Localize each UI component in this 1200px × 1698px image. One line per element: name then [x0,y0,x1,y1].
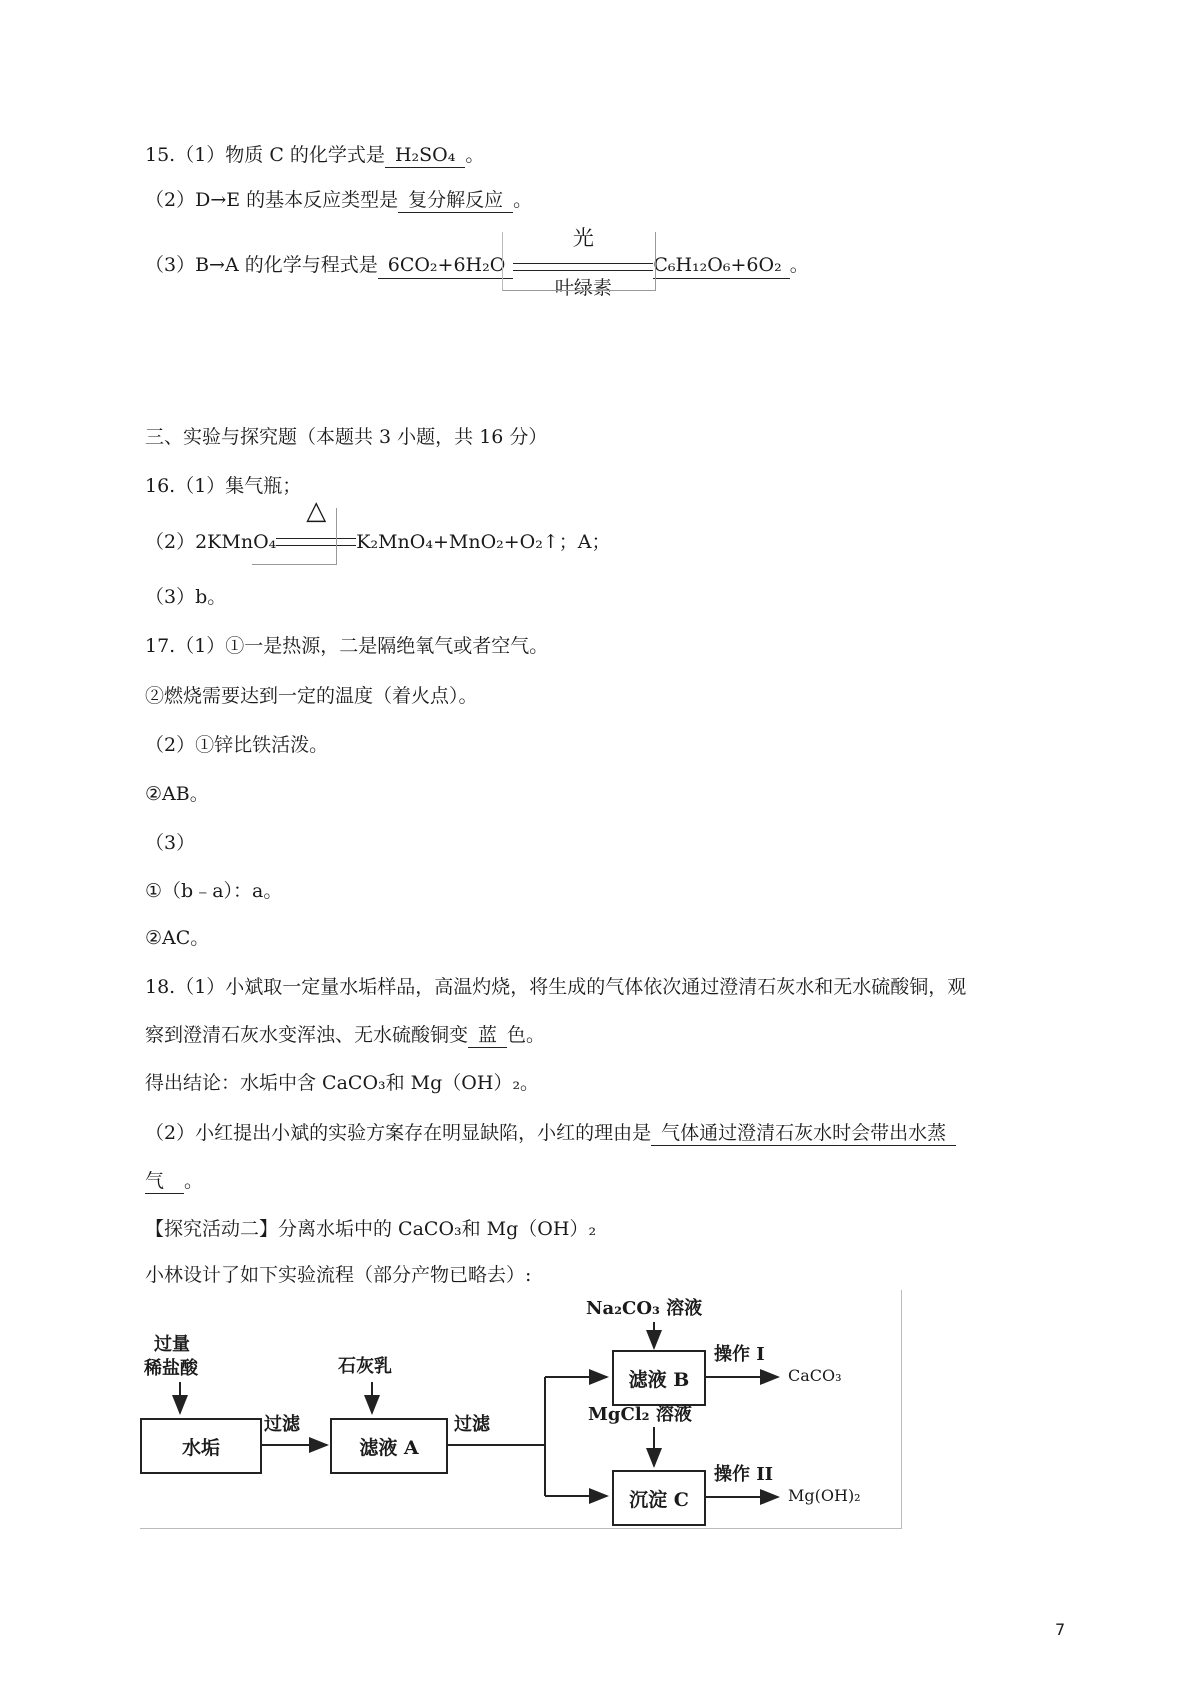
q18-line-7: 小林设计了如下实验流程（部分产物已略去）: [145,1264,532,1286]
operation-1-label: 操作 I [714,1344,765,1365]
q16-line-3: （3）b。 [145,586,227,608]
page-number: 7 [1055,1620,1066,1639]
q17-line-2: ②燃烧需要达到一定的温度（着火点）。 [145,685,478,707]
q15-l2-answer: 复分解反应 [398,188,513,213]
q18-line-3: 得出结论：水垢中含 CaCO₃和 Mg（OH）₂。 [145,1072,540,1094]
arrow2-filter-label: 过滤 [454,1414,490,1435]
q15-l3-reactants: 6CO₂+6H₂O [378,252,514,279]
q15-l3-prefix: （3）B→A 的化学与程式是 [145,254,378,276]
section-3-title: 三、实验与探究题（本题共 3 小题，共 16 分） [145,426,548,448]
q15-l3-condition-bottom: 叶绿素 [554,277,612,299]
q15-line-1 [145,142,484,168]
q17-line-7: ②AC。 [145,927,210,949]
flow-diagram [140,1290,905,1530]
q15-line-2 [145,187,532,213]
reagent-na2co3-label: Na₂CO₃ 溶液 [586,1298,703,1319]
q17-line-6: ①（b﹣a）：a。 [145,880,283,902]
q18-line-4 [145,1120,956,1146]
box-precipitate-c: 沉淀 C [612,1470,706,1526]
arrow1-filter-label: 过滤 [264,1414,300,1435]
box-limescale: 水垢 [140,1418,262,1474]
q15-l2-suffix: 。 [513,189,533,211]
q18-line-1: 18.（1）小斌取一定量水垢样品，高温灼烧，将生成的气体依次通过澄清石灰水和无水硫酸铜，观 [145,976,967,998]
q18-line-2 [145,1022,545,1048]
q17-line-1: 17.（1）①一是热源，二是隔绝氧气或者空气。 [145,635,549,657]
product-mgoh2-label: Mg(OH)₂ [788,1486,861,1505]
q16-line-1: 16.（1）集气瓶； [145,475,302,497]
q15-l2-prefix: （2）D→E 的基本反应类型是 [145,189,399,211]
q15-l3-condition-top: 光 [572,226,594,250]
q15-l1-answer: H₂SO₄ [385,143,465,168]
q16-l2-suffix: K₂MnO₄+MnO₂+O₂↑；A； [356,531,611,553]
q18-l5-suffix: 。 [184,1170,204,1192]
q18-l4-answer: 气体通过澄清石灰水时会带出水蒸 [651,1121,956,1146]
q18-l2-suffix: 色。 [507,1024,546,1046]
q15-l3-condition-frame [502,232,656,291]
q15-l1-prefix: 15.（1）物质 C 的化学式是 [145,144,385,166]
reagent-excess-label: 过量 [154,1334,190,1355]
q17-line-3: （2）①锌比铁活泼。 [145,734,329,756]
q18-line-6: 【探究活动二】分离水垢中的 CaCO₃和 Mg（OH）₂ [145,1218,597,1240]
reagent-hcl-label: 稀盐酸 [144,1358,198,1379]
reagent-lime-milk-label: 石灰乳 [338,1356,392,1377]
q18-l2-prefix: 察到澄清石灰水变浑浊、无水硫酸铜变 [145,1024,469,1046]
operation-2-label: 操作 II [714,1464,774,1485]
q16-line-2 [145,496,611,556]
q15-l3-products: C₆H₁₂O₆+6O₂ [653,252,789,279]
reagent-mgcl2-label: MgCl₂ 溶液 [588,1404,692,1425]
q15-l1-suffix: 。 [465,144,485,166]
box-filtrate-a: 滤液 A [330,1418,448,1474]
q16-l2-condition-top: △ [306,496,327,526]
q16-l2-prefix: （2）2KMnO₄ [145,531,277,553]
q17-line-4: ②AB。 [145,783,209,805]
q16-l2-condition-frame [252,508,337,565]
product-caco3-label: CaCO₃ [788,1366,842,1385]
q18-l5-answer: 气 [145,1169,184,1194]
q18-l4-prefix: （2）小红提出小斌的实验方案存在明显缺陷，小红的理由是 [145,1122,652,1144]
q17-line-5: （3） [145,832,196,854]
q15-l3-suffix: 。 [789,254,809,276]
q18-l2-answer: 蓝 [468,1023,507,1048]
q18-line-5 [145,1168,203,1194]
box-filtrate-b: 滤液 B [612,1350,706,1406]
q15-line-3 [145,226,809,299]
